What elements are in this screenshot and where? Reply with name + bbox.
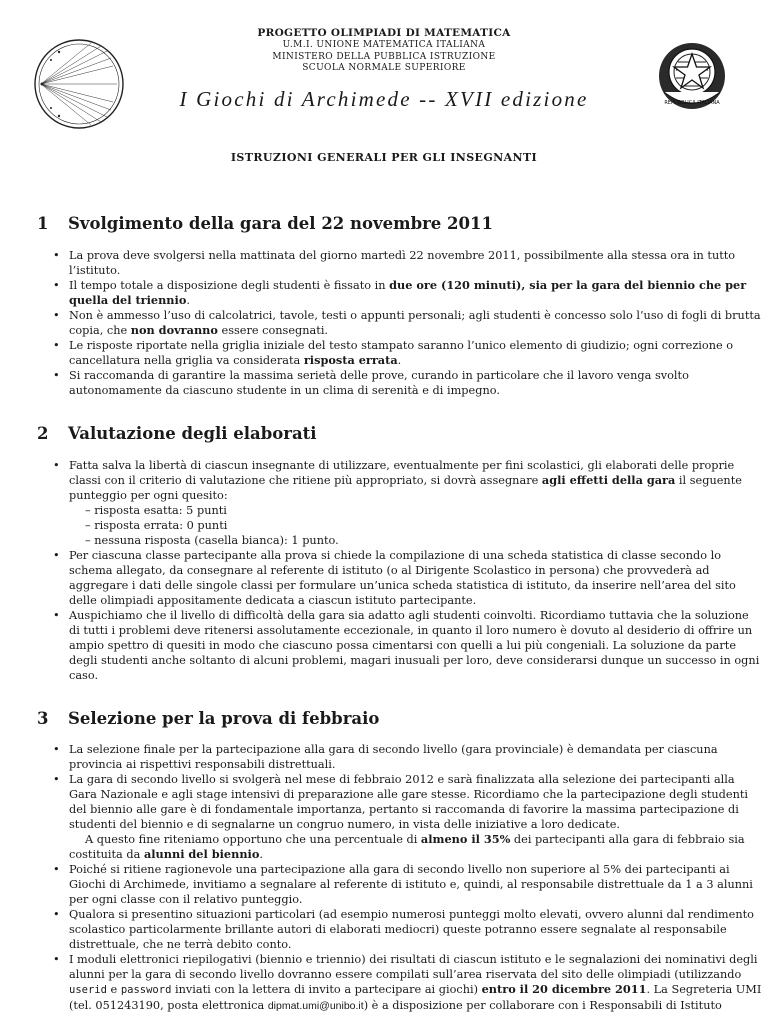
emblem-text: REPUBBLICA ITALIANA [664, 100, 720, 106]
header-line-1: PROGETTO OLIMPIADI DI MATEMATICA [257, 27, 511, 39]
score-item: – risposta errata: 0 punti [85, 518, 763, 533]
section-heading-2 [37, 424, 317, 443]
list-item: • Non è ammesso l’uso di calcolatrici, tavole, testi o appunti personali; agli studenti è concesso solo l’uso di fogli di brutta copia, che non dovranno essere consegnati. [53, 308, 763, 338]
list-item: • Fatta salva la libertà di ciascun insegnante di utilizzare, eventualmente per fini scolastici, gli elaborati delle proprie classi con il criterio di valutazione che ritiene più appropriato, si dovrà assegnare agli effetti della gara il seguente punteggio per ogni quesito: – risposta esatta: 5 punti – risposta errata: 0 punti – nessuna risposta (casella bianca): 1 punto. [53, 458, 763, 548]
list-item: • Qualora si presentino situazioni particolari (ad esempio numerosi punteggi molto elevati, ovvero alunni dal rendimento scolastico particolarmente brillante autori di elaborati mediocri) queste potranno essere segnalate al responsabile distrettuale, che ne terrà debito conto. [53, 907, 763, 952]
list-item: • Poiché si ritiene ragionevole una partecipazione alla gara di secondo livello non superiore al 5% dei partecipanti ai Giochi di Archimede, invitiamo a segnalare al referente di istituto e, quindi, al responsabile distrettuale da 1 a 3 alunni per ogni classe con il relativo punteggio. [53, 862, 763, 907]
section-number: 2 [37, 424, 49, 443]
section-title: Valutazione degli elaborati [68, 424, 317, 443]
score-item: – nessuna risposta (casella bianca): 1 punto. [85, 533, 763, 548]
list-item: • La gara di secondo livello si svolgerà nel mese di febbraio 2012 e sarà finalizzata alla selezione dei partecipanti alla Gara Nazionale e agli stage intensivi di preparazione alle gare stesse. Ricordiamo che la partecipazione degli studenti del biennio alle gare è di fondamentale importanza, pertanto si raccomanda di favorire la massima partecipazione di studenti del biennio e di segnalarne un congruo numero, in vista delle iniziative a loro dedicate. A questo fine riteniamo opportuno che una percentuale di almeno il 35% dei partecipanti alla gara di febbraio sia costituita da alunni del biennio. [53, 772, 763, 862]
paragraph: A questo fine riteniamo opportuno che una percentuale di almeno il 35% dei partecipanti alla gara di febbraio sia costituita da alunni del biennio. [69, 832, 745, 861]
document-title: I Giochi di Archimede -- XVII edizione [179, 87, 589, 111]
section-1-list [53, 248, 763, 398]
list-item: • Le risposte riportate nella griglia iniziale del testo stampato saranno l’unico elemento di giudizio; ogni correzione o cancellatura nella griglia va considerata risposta errata. [53, 338, 763, 368]
section-3-list [53, 742, 763, 1014]
section-title: Svolgimento della gara del 22 novembre 2011 [68, 214, 493, 233]
list-item: • Il tempo totale a disposizione degli studenti è fissato in due ore (120 minuti), sia per la gara del biennio che per quella del triennio. [53, 278, 763, 308]
section-title: Selezione per la prova di febbraio [68, 709, 380, 728]
list-item: • Per ciascuna classe partecipante alla prova si chiede la compilazione di una scheda statistica di classe secondo lo schema allegato, da consegnare al referente di istituto (o al Dirigente Scolastico in persona) che provvederà ad aggregare i dati delle singole classi per formulare un’unica scheda statistica di istituto, da inserire nell’area del sito delle olimpiadi appositamente dedicata a ciascun istituto partecipante. [53, 548, 763, 608]
section-number: 3 [37, 709, 49, 728]
header-line-2: U.M.I. UNIONE MATEMATICA ITALIANA [282, 40, 486, 50]
section-number: 1 [37, 214, 49, 233]
score-item: – risposta esatta: 5 punti [85, 503, 763, 518]
header-line-3: MINISTERO DELLA PUBBLICA ISTRUZIONE [272, 51, 496, 62]
section-heading-3 [37, 709, 379, 728]
section-2-list [53, 458, 763, 683]
score-list [69, 503, 763, 548]
header-line-4: SCUOLA NORMALE SUPERIORE [302, 63, 466, 73]
list-item: • Auspichiamo che il livello di difficoltà della gara sia adatto agli studenti coinvolti. Ricordiamo tuttavia che la soluzione di tutti i problemi deve ritenersi assolutamente eccezionale, in quanto il loro numero è dovuto al desiderio di offrire un ampio spettro di quesiti in modo che ciascuno possa cimentarsi con quelli a lui più congeniali. La soluzione da parte degli studenti anche soltanto di alcuni problemi, magari inusuali per loro, deve considerarsi dunque un successo in ogni caso. [53, 608, 763, 683]
list-item: • La selezione finale per la partecipazione alla gara di secondo livello (gara provinciale) è demandata per ciascuna provincia ai rispettivi responsabili distrettuali. [53, 742, 763, 772]
section-heading-1 [37, 214, 493, 233]
list-item: • I moduli elettronici riepilogativi (biennio e triennio) dei risultati di ciascun istituto e le segnalazioni dei nominativi degli alunni per la gara di secondo livello dovranno essere compilati sull’area riservata del sito delle olimpiadi (utilizzando userid e password inviati con la lettera di invito a partecipare ai giochi) entro il 20 dicembre 2011. La Segreteria UMI (tel. 051243190, posta elettronica dipmat.umi@unibo.it) è a disposizione per collaborare con i Responsabili di Istituto [53, 952, 763, 1014]
list-item: • La prova deve svolgersi nella mattinata del giorno martedì 22 novembre 2011, possibilmente alla stessa ora in tutto l’istituto. [53, 248, 763, 278]
list-item: • Si raccomanda di garantire la massima serietà delle prove, curando in particolare che il lavoro venga svolto autonomamente da ciascuno studente in un clima di serenità e di impegno. [53, 368, 763, 398]
header [0, 27, 768, 75]
email-link[interactable]: dipmat.umi@unibo.it [267, 1000, 364, 1012]
document-subtitle: ISTRUZIONI GENERALI PER GLI INSEGNANTI [230, 151, 538, 164]
